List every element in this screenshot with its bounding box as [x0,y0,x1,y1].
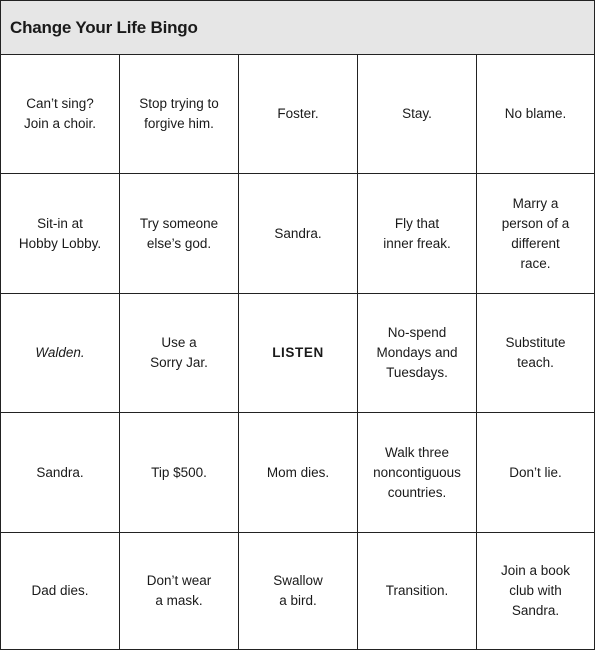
bingo-cell: Marry a person of a different race. [477,174,594,294]
bingo-title: Change Your Life Bingo [10,17,198,37]
bingo-cell: Walden. [1,294,120,413]
bingo-cell: Foster. [239,55,358,174]
bingo-cell: Dad dies. [1,533,120,649]
bingo-cell: Stop trying to forgive him. [120,55,239,174]
bingo-cell: Can’t sing? Join a choir. [1,55,120,174]
bingo-cell: Sandra. [1,413,120,533]
bingo-grid [1,55,594,649]
bingo-cell: Join a book club with Sandra. [500,563,571,618]
bingo-cell: Swallow a bird. [239,533,358,649]
bingo-cell: Don’t lie. [477,413,594,533]
bingo-cell: Walk three noncontiguous countries. [358,413,477,533]
bingo-cell: Stay. [358,55,477,174]
bingo-cell: Transition. [358,533,477,649]
bingo-cell: Sit-in at Hobby Lobby. [1,174,120,294]
bingo-cell: Sandra. [239,174,358,294]
bingo-cell: No-spend Mondays and Tuesdays. [358,294,477,413]
bingo-cell: Use a Sorry Jar. [120,294,239,413]
bingo-cell: Substitute teach. [477,294,594,413]
bingo-cell: Tip $500. [120,413,239,533]
bingo-cell: No blame. [477,55,594,174]
bingo-cell: Try someone else’s god. [120,174,239,294]
bingo-header [1,1,594,55]
bingo-cell: Don’t wear a mask. [120,533,239,649]
bingo-cell: Fly that inner freak. [358,174,477,294]
bingo-cell: Mom dies. [239,413,358,533]
bingo-cell: LISTEN [239,294,358,413]
